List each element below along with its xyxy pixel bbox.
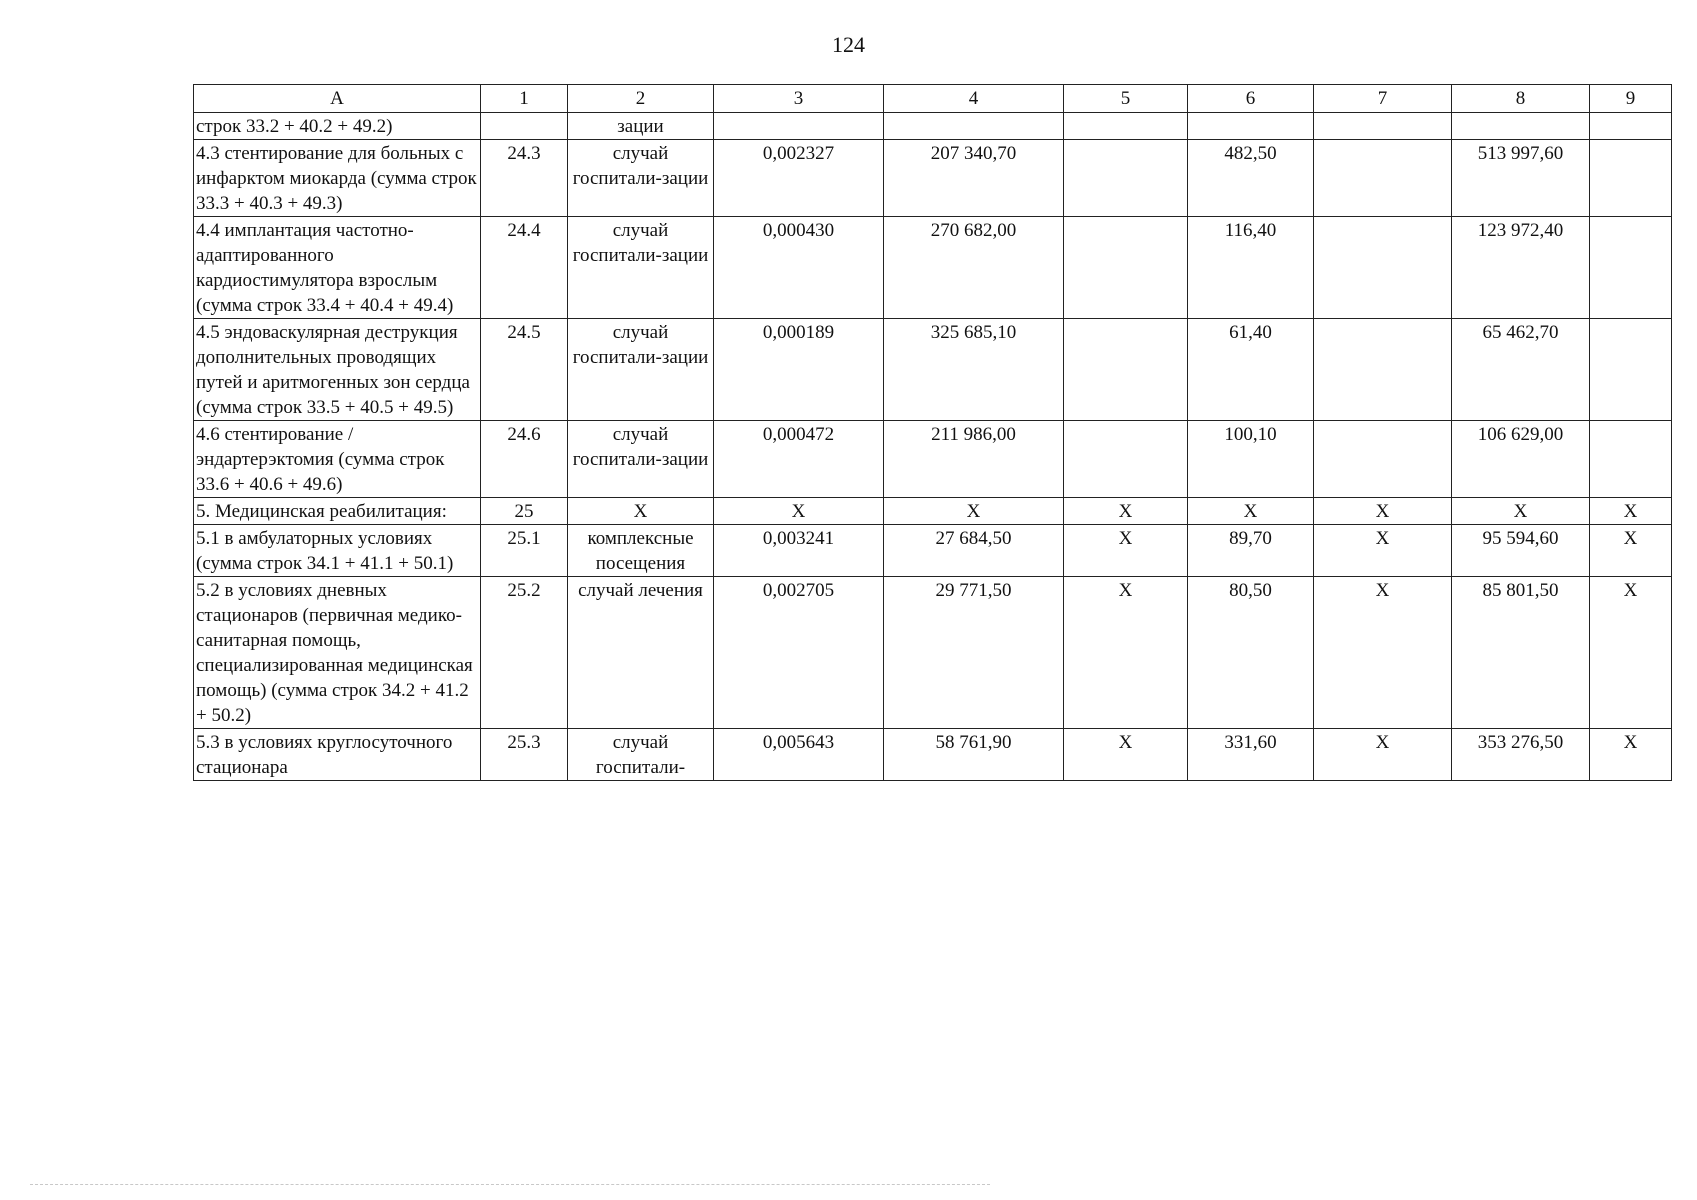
value-cell xyxy=(1590,113,1672,140)
value-cell: 0,002327 xyxy=(714,140,884,217)
row-name-cell: 5.1 в амбулаторных условиях (сумма строк 34.1 + 41.1 + 50.1) xyxy=(194,525,481,577)
value-cell xyxy=(1452,113,1590,140)
value-cell: 85 801,50 xyxy=(1452,577,1590,729)
row-code-cell: 24.6 xyxy=(481,421,568,498)
value-cell: 0,002705 xyxy=(714,577,884,729)
table-row xyxy=(194,421,1672,498)
data-table xyxy=(193,84,1672,781)
value-cell: 353 276,50 xyxy=(1452,729,1590,781)
value-cell: 95 594,60 xyxy=(1452,525,1590,577)
unit-cell: случай госпитали-зации xyxy=(568,319,714,421)
unit-cell: зации xyxy=(568,113,714,140)
table-row xyxy=(194,113,1672,140)
value-cell: 89,70 xyxy=(1188,525,1314,577)
value-cell xyxy=(1590,319,1672,421)
unit-cell: комплексные посещения xyxy=(568,525,714,577)
value-cell xyxy=(1590,140,1672,217)
header-cell: 7 xyxy=(1314,85,1452,113)
header-cell: 5 xyxy=(1064,85,1188,113)
value-cell: 58 761,90 xyxy=(884,729,1064,781)
header-cell: 6 xyxy=(1188,85,1314,113)
row-name-cell: строк 33.2 + 40.2 + 49.2) xyxy=(194,113,481,140)
value-cell: Х xyxy=(1452,498,1590,525)
value-cell xyxy=(1590,217,1672,319)
value-cell xyxy=(1064,319,1188,421)
value-cell: 61,40 xyxy=(1188,319,1314,421)
value-cell: Х xyxy=(1064,577,1188,729)
value-cell: Х xyxy=(1314,525,1452,577)
scan-artifact-line xyxy=(30,1184,990,1186)
row-name-cell: 4.4 имплантация частотно-адаптированного кардиостимулятора взрослым (сумма строк 33.4 + 40.4 + 49.4) xyxy=(194,217,481,319)
row-code-cell: 25.1 xyxy=(481,525,568,577)
value-cell: 80,50 xyxy=(1188,577,1314,729)
unit-cell: Х xyxy=(568,498,714,525)
row-code-cell: 24.4 xyxy=(481,217,568,319)
value-cell: Х xyxy=(1064,729,1188,781)
header-cell: 9 xyxy=(1590,85,1672,113)
value-cell: 513 997,60 xyxy=(1452,140,1590,217)
value-cell xyxy=(1314,421,1452,498)
value-cell: Х xyxy=(714,498,884,525)
value-cell: Х xyxy=(1590,577,1672,729)
value-cell: 65 462,70 xyxy=(1452,319,1590,421)
value-cell: Х xyxy=(1590,729,1672,781)
header-cell: 3 xyxy=(714,85,884,113)
value-cell xyxy=(1188,113,1314,140)
table-row xyxy=(194,217,1672,319)
header-cell: 1 xyxy=(481,85,568,113)
value-cell: 29 771,50 xyxy=(884,577,1064,729)
value-cell xyxy=(1064,217,1188,319)
page-number: 124 xyxy=(832,32,865,57)
row-name-cell: 5.2 в условиях дневных стационаров (первичная медико-санитарная помощь, специализированная медицинская помощь) (сумма строк 34.2 + 41.2 + 50.2) xyxy=(194,577,481,729)
header-cell: 4 xyxy=(884,85,1064,113)
value-cell: 270 682,00 xyxy=(884,217,1064,319)
row-code-cell: 24.3 xyxy=(481,140,568,217)
unit-cell: случай госпитали-зации xyxy=(568,140,714,217)
row-code-cell xyxy=(481,113,568,140)
table-row xyxy=(194,319,1672,421)
value-cell xyxy=(1064,140,1188,217)
value-cell: 100,10 xyxy=(1188,421,1314,498)
value-cell xyxy=(1064,113,1188,140)
value-cell xyxy=(1064,421,1188,498)
value-cell: 0,000472 xyxy=(714,421,884,498)
value-cell: Х xyxy=(1314,498,1452,525)
value-cell: Х xyxy=(1590,525,1672,577)
value-cell: 106 629,00 xyxy=(1452,421,1590,498)
value-cell: Х xyxy=(1188,498,1314,525)
value-cell: Х xyxy=(1590,498,1672,525)
value-cell: 0,000430 xyxy=(714,217,884,319)
value-cell: Х xyxy=(1064,525,1188,577)
value-cell: 27 684,50 xyxy=(884,525,1064,577)
row-name-cell: 4.6 стентирование / эндартерэктомия (сумма строк 33.6 + 40.6 + 49.6) xyxy=(194,421,481,498)
value-cell: 0,003241 xyxy=(714,525,884,577)
header-cell: А xyxy=(194,85,481,113)
table-header xyxy=(194,85,1672,113)
value-cell xyxy=(1314,113,1452,140)
value-cell: Х xyxy=(884,498,1064,525)
row-code-cell: 25 xyxy=(481,498,568,525)
unit-cell: случай госпитали-зации xyxy=(568,217,714,319)
header-cell: 8 xyxy=(1452,85,1590,113)
row-code-cell: 25.3 xyxy=(481,729,568,781)
value-cell: 331,60 xyxy=(1188,729,1314,781)
value-cell xyxy=(1314,217,1452,319)
value-cell: Х xyxy=(1314,577,1452,729)
value-cell: Х xyxy=(1064,498,1188,525)
row-name-cell: 4.5 эндоваскулярная деструкция дополнительных проводящих путей и аритмогенных зон сердца (сумма строк 33.5 + 40.5 + 49.5) xyxy=(194,319,481,421)
table-row xyxy=(194,729,1672,781)
value-cell: 0,005643 xyxy=(714,729,884,781)
table-row xyxy=(194,525,1672,577)
header-row xyxy=(194,85,1672,113)
value-cell xyxy=(714,113,884,140)
table-row xyxy=(194,498,1672,525)
header-cell: 2 xyxy=(568,85,714,113)
row-code-cell: 25.2 xyxy=(481,577,568,729)
row-name-cell: 4.3 стентирование для больных с инфарктом миокарда (сумма строк 33.3 + 40.3 + 49.3) xyxy=(194,140,481,217)
row-code-cell: 24.5 xyxy=(481,319,568,421)
value-cell: 0,000189 xyxy=(714,319,884,421)
value-cell: 325 685,10 xyxy=(884,319,1064,421)
row-name-cell: 5.3 в условиях круглосуточного стационара xyxy=(194,729,481,781)
value-cell: Х xyxy=(1314,729,1452,781)
value-cell xyxy=(1590,421,1672,498)
table-row xyxy=(194,577,1672,729)
value-cell: 482,50 xyxy=(1188,140,1314,217)
value-cell xyxy=(1314,319,1452,421)
unit-cell: случай госпитали- xyxy=(568,729,714,781)
value-cell xyxy=(884,113,1064,140)
value-cell: 207 340,70 xyxy=(884,140,1064,217)
value-cell: 211 986,00 xyxy=(884,421,1064,498)
row-name-cell: 5. Медицинская реабилитация: xyxy=(194,498,481,525)
value-cell xyxy=(1314,140,1452,217)
value-cell: 123 972,40 xyxy=(1452,217,1590,319)
unit-cell: случай лечения xyxy=(568,577,714,729)
table-row xyxy=(194,140,1672,217)
unit-cell: случай госпитали-зации xyxy=(568,421,714,498)
value-cell: 116,40 xyxy=(1188,217,1314,319)
